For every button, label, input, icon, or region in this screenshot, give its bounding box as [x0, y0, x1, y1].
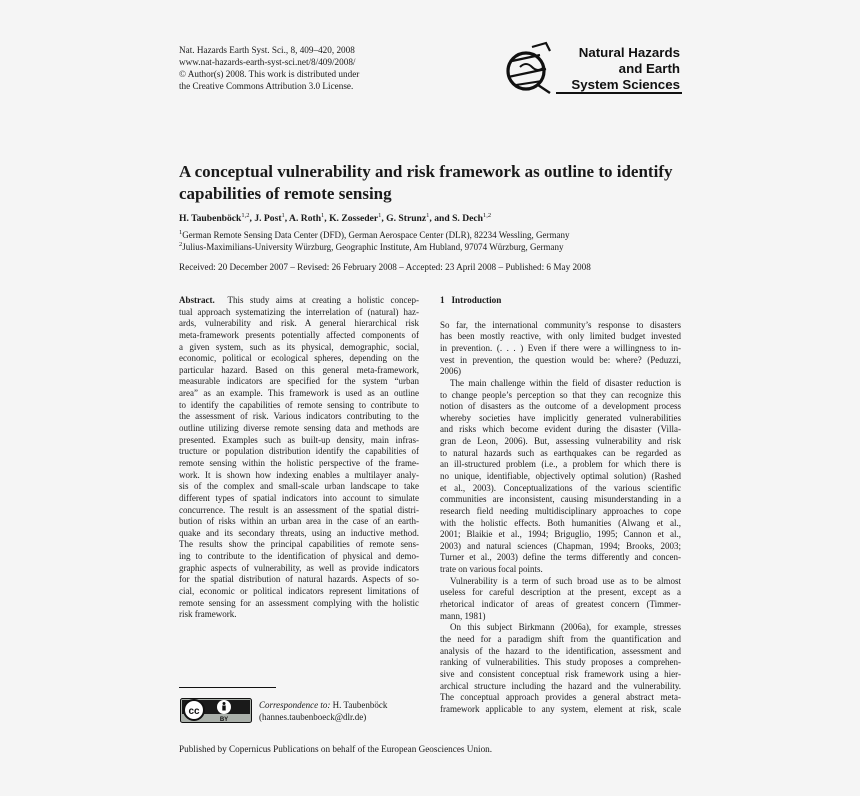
abstract-line: different types of spatial indicators into account to simulate [179, 492, 419, 503]
affiliation-text: German Remote Sensing Data Center (DFD), German Aerospace Center (DLR), 82234 Wessling, Germany [182, 230, 570, 240]
abstract-line: bution of risks within an urban area in the case of an earth- [179, 516, 419, 527]
quote-line: So far, the international community’s response to disasters [440, 319, 681, 330]
abstract-line: Abstract. This study aims at creating a holistic concep- [179, 295, 419, 305]
abstract-label: Abstract. [179, 295, 215, 305]
body-line: communities are inconsistent, causing misunderstanding in a [440, 494, 681, 505]
body-line: The conceptual approach provides a general abstract meta- [440, 692, 681, 703]
abstract-line: particular hazard. Based on this general meta-framework, [179, 364, 419, 375]
quote-line: vest in prevention, the question would be: where? (Peduzzi, [440, 354, 681, 365]
abstract-line: meta-framework presents potentially affected components of [179, 329, 419, 340]
abstract-line: ing to contribute to the identification of physical and demo- [179, 551, 419, 562]
correspondence-footnote [259, 699, 387, 723]
body-line: framework applicable to any system, element at risk, scale [440, 703, 681, 714]
body-line: et al., 2003). Conceptualizations of the various scientific [440, 482, 681, 493]
by-text: BY [219, 717, 229, 723]
publication-dates: Received: 20 December 2007 – Revised: 26 February 2008 – Accepted: 23 April 2008 – Published: 6 May 2008 [179, 262, 591, 272]
body-line: Turner et al., 2003) define the terms differently and concen- [440, 552, 681, 563]
author-list: H. Taubenböck$^{1,2}$, J. Post$^1$, A. Roth$^1$, K. Zosseder$^1$, G. Strunz$^1$, and S. Dech$^{1,2}$ [179, 212, 492, 225]
abstract-line: graphic aspects of vulnerability, as well as provide indicators [179, 562, 419, 573]
paper-title [179, 161, 719, 205]
footnote-rule [179, 687, 276, 688]
quote-line: mann, 1981) [440, 610, 486, 621]
author-affil-sup: 1 [378, 212, 382, 219]
introduction-section [440, 295, 681, 715]
body-line: trate on various focal points. [440, 564, 543, 575]
affiliation-text: Julius-Maximilians-University Würzburg, Geographic Institute, Am Hubland, 97074 Würzburg, Germany [182, 242, 564, 252]
body-line: 2003) and natural sciences (Chapman, 1994; Brooks, 2003; [440, 540, 681, 551]
abstract-line: to identify the capabilities of remote sensing to contribute to [179, 399, 419, 410]
logo-line: System Sciences [571, 77, 680, 92]
author-affil-sup: 1,2 [241, 212, 250, 219]
correspondence-name: H. Taubenböck [332, 700, 388, 710]
author-affil-sup: 1 [426, 212, 430, 219]
affiliation [179, 241, 699, 252]
correspondence-email[interactable]: (hannes.taubenboeck@dlr.de) [259, 712, 367, 722]
author-name: J. Post [254, 213, 282, 225]
author-name: A. Roth [289, 213, 322, 225]
body-line: no unique, identifiable, objectively optimal solution) (Rashed [440, 470, 681, 481]
body-line: On this subject Birkmann (2006a), for example, stresses [450, 622, 681, 633]
abstract-line: sis of the complex and small-scale urban landscape to take [179, 481, 419, 492]
author-name: G. Strunz [386, 213, 427, 225]
abstract-line: remote sensing within the holistic perspective of the frame- [179, 457, 419, 468]
affiliation-sup: 2 [179, 241, 183, 248]
body-line: gran de Leon, 2006). But, assessing vulnerability and risk [440, 436, 681, 447]
cc-text: cc [188, 706, 200, 717]
abstract-line: area” as an example. This framework is used as an outline [179, 388, 419, 399]
journal-url[interactable]: www.nat-hazards-earth-syst-sci.net/8/409/2008/ [179, 57, 356, 67]
section-title: Introduction [451, 295, 502, 305]
logo-wordmark [558, 45, 680, 93]
quote-line: has been mostly reactive, with only limited budget invested [440, 331, 681, 342]
abstract-line: the assessment of risk. Various indicators contributing to the [179, 411, 419, 422]
body-line: archical structure including the hazard and the vulnerability. [440, 680, 681, 691]
body-line: an ill-structured problem (i.e., a problem for which there is [440, 459, 681, 470]
correspondence-label: Correspondence to: [259, 700, 331, 710]
author-name: K. Zosseder [329, 213, 379, 225]
author-affil-sup: 1 [281, 212, 285, 219]
author-name: H. Taubenböck [179, 213, 242, 225]
abstract-line: outline utilizing diverse remote sensing data and methods are [179, 423, 419, 434]
egu-logo-icon [502, 41, 556, 97]
abstract-line: The results show the principal capabilities of remote sens- [179, 539, 419, 550]
body-line: The main challenge within the field of disaster reduction is [450, 377, 681, 388]
body-line: sive and consistent conceptual risk framework using a hier- [440, 668, 681, 679]
section-heading [440, 295, 681, 307]
abstract-line: quake and its secondary threats, using an inductive method. [179, 527, 419, 538]
logo-line: and Earth [618, 61, 680, 76]
abstract-line: remote sensing for an assessment complying with the holistic [179, 597, 419, 608]
abstract-line: economic, political or ecological spheres, depending on the [179, 353, 419, 364]
body-line: analysis of the hazard to the identification, assessment and [440, 645, 681, 656]
quote-line: useless for careful description at the present, except as a [440, 587, 681, 598]
body-line: the need for a paradigm shift from the quantification and [440, 633, 681, 644]
author-affil-sup: 1 [321, 212, 325, 219]
abstract-line: tual approach systematizing the interrelation of (natural) haz- [179, 306, 419, 317]
abstract-line: ards, vulnerability and risk. A general hierarchical risk [179, 318, 419, 329]
affiliation-sup: 1 [179, 229, 183, 236]
quote-line: 2006) [440, 366, 461, 377]
journal-citation-header [179, 44, 479, 92]
body-line: 2001; Blaikie et al., 1994; Briguglio, 1995; Cannon et al., [440, 529, 681, 540]
quote-line: rhetorical indicator of areas of greatest concern (Timmer- [440, 599, 681, 610]
journal-logo [502, 41, 702, 99]
citation-line: Nat. Hazards Earth Syst. Sci., 8, 409–420, 2008 [179, 45, 355, 55]
section-number: 1 [440, 295, 445, 305]
license-line: the Creative Commons Attribution 3.0 License. [179, 81, 354, 91]
body-line: with the holistic effects. Both humanities (Alwang et al., [440, 517, 681, 528]
logo-underline [556, 92, 682, 94]
quote-line: Vulnerability is a term of such broad use as to be almost [450, 575, 681, 586]
body-line: to natural hazards such as earthquakes can be regarded as [440, 447, 681, 458]
abstract-line: concurrence. The result is an assessment of the spatial distri- [179, 504, 419, 515]
body-line: notion of disasters as the outcome of a development process [440, 401, 681, 412]
publisher-line: Published by Copernicus Publications on behalf of the European Geosciences Union. [179, 744, 493, 754]
title-line: A conceptual vulnerability and risk framework as outline to identify [179, 162, 673, 181]
body-line: research field needing multidisciplinary approaches to cope [440, 505, 681, 516]
abstract-line: for the spatial distribution of natural hazards. Aspects of so- [179, 574, 419, 585]
affiliation [179, 229, 699, 240]
logo-line: Natural Hazards [578, 45, 680, 60]
abstract-line: work. It is shown how indexing enables a multilayer analy- [179, 469, 419, 480]
title-line: capabilities of remote sensing [179, 184, 392, 203]
abstract-line: risk framework. [179, 609, 237, 620]
body-line: and risks which become evident during the disaster (Villa- [440, 424, 681, 435]
body-line: whereby societies have implicitly generated vulnerabilities [440, 412, 681, 423]
author-conjunction: and [434, 213, 450, 225]
abstract-section [179, 295, 419, 621]
cc-by-license-icon[interactable] [180, 698, 252, 723]
abstract-line: a given system, such as its physical, demographic, social, [179, 341, 419, 352]
abstract-line: presented. Examples such as built-up density, main infras- [179, 434, 419, 445]
body-line: ranking of vulnerabilities. This study proposes a comprehen- [440, 657, 681, 668]
abstract-line: cial, economic or political indicators represent limitations of [179, 586, 419, 597]
author-name: S. Dech [452, 213, 483, 225]
abstract-line: tructure or population distribution identify the capabilities of [179, 446, 419, 457]
author-affil-sup: 1,2 [483, 212, 492, 219]
body-line: to change people’s perception so that they can recognize this [440, 389, 681, 400]
license-line: © Author(s) 2008. This work is distributed under [179, 69, 360, 79]
quote-line: in prevention. (. . . ) Even if there were a willingness to in- [440, 342, 681, 353]
abstract-line: measurable indicators are specified for the system “urban [179, 376, 419, 387]
